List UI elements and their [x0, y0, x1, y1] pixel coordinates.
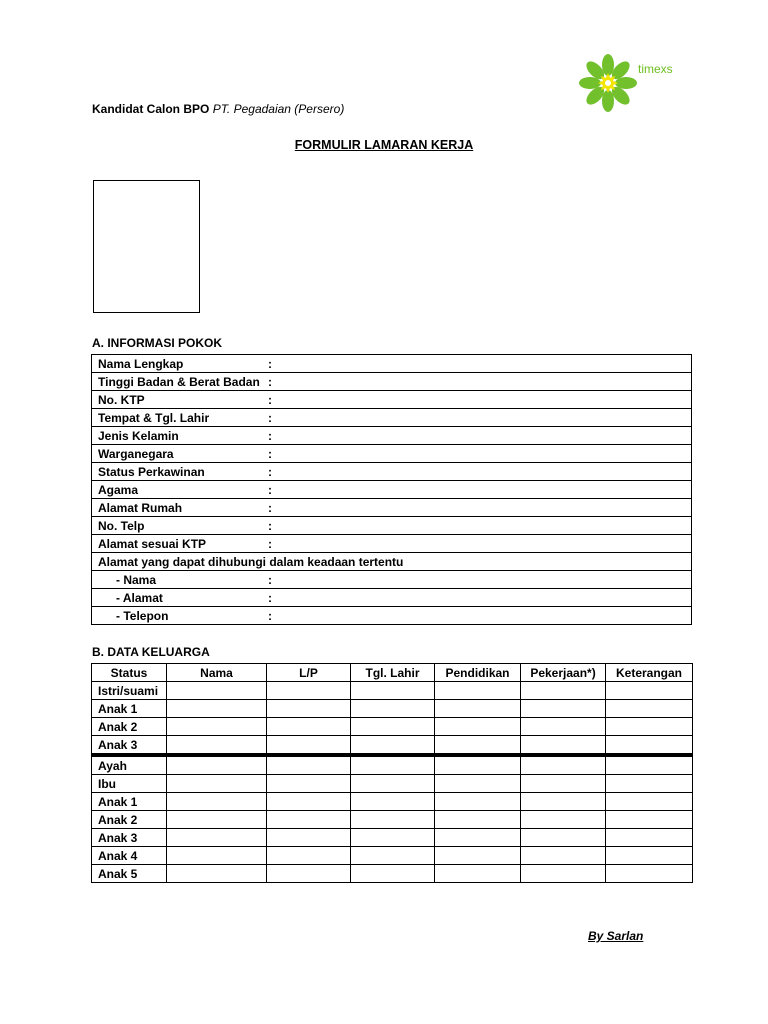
- info-label: Alamat sesuai KTP: [98, 536, 207, 551]
- family-row: [92, 700, 693, 718]
- info-field[interactable]: [92, 355, 692, 373]
- info-label: Alamat Rumah: [98, 500, 183, 515]
- info-row: [92, 481, 692, 499]
- section-b-heading: B. DATA KELUARGA: [92, 645, 210, 659]
- flower-logo-icon: [578, 48, 638, 118]
- info-label: No. Telp: [98, 518, 145, 533]
- info-colon: :: [268, 590, 272, 605]
- family-cell[interactable]: [167, 682, 267, 700]
- family-status: Anak 1: [92, 700, 167, 718]
- family-cell[interactable]: [267, 811, 351, 829]
- column-header: Pendidikan: [435, 664, 521, 682]
- family-cell[interactable]: [267, 793, 351, 811]
- info-colon: :: [268, 608, 272, 623]
- family-row: [92, 718, 693, 736]
- family-status: Ibu: [92, 775, 167, 793]
- family-cell[interactable]: [521, 755, 606, 775]
- info-label: Warganegara: [98, 446, 174, 461]
- info-row: [92, 589, 692, 607]
- family-cell[interactable]: [521, 700, 606, 718]
- logo-text: timexs: [638, 62, 673, 76]
- family-cell[interactable]: [351, 829, 435, 847]
- family-cell[interactable]: [267, 718, 351, 736]
- form-title-wrap: [0, 138, 768, 152]
- family-cell[interactable]: [435, 736, 521, 756]
- family-cell[interactable]: [351, 718, 435, 736]
- family-status: Anak 5: [92, 865, 167, 883]
- section-a-heading: A. INFORMASI POKOK: [92, 336, 223, 350]
- family-cell[interactable]: [606, 793, 693, 811]
- info-row: [92, 517, 692, 535]
- info-field[interactable]: [92, 517, 692, 535]
- info-row: [92, 373, 692, 391]
- family-row: [92, 847, 693, 865]
- family-status: Anak 1: [92, 793, 167, 811]
- family-cell[interactable]: [267, 736, 351, 756]
- family-cell[interactable]: [435, 793, 521, 811]
- candidate-company: PT. Pegadaian (Persero): [212, 102, 345, 116]
- family-status: Anak 3: [92, 829, 167, 847]
- family-row: [92, 811, 693, 829]
- family-cell[interactable]: [351, 755, 435, 775]
- family-cell[interactable]: [267, 682, 351, 700]
- family-status: Ayah: [92, 755, 167, 775]
- family-cell[interactable]: [167, 793, 267, 811]
- family-cell[interactable]: [167, 865, 267, 883]
- family-cell[interactable]: [521, 775, 606, 793]
- info-label: Agama: [98, 482, 139, 497]
- info-colon: :: [268, 446, 272, 461]
- info-field[interactable]: [92, 499, 692, 517]
- family-cell[interactable]: [435, 755, 521, 775]
- info-field[interactable]: [92, 535, 692, 553]
- basic-info-table: [91, 354, 692, 625]
- info-field[interactable]: [92, 373, 692, 391]
- info-row: [92, 607, 692, 625]
- form-title: FORMULIR LAMARAN KERJA: [294, 138, 474, 152]
- family-cell[interactable]: [267, 775, 351, 793]
- family-cell[interactable]: [606, 718, 693, 736]
- info-label: - Telepon: [116, 608, 169, 623]
- family-table-header: [92, 664, 693, 682]
- family-cell[interactable]: [351, 682, 435, 700]
- info-row: [92, 553, 692, 571]
- info-colon: :: [268, 500, 272, 515]
- info-row: [92, 355, 692, 373]
- column-header: L/P: [267, 664, 351, 682]
- column-header: Tgl. Lahir: [351, 664, 435, 682]
- info-colon: :: [268, 572, 272, 587]
- family-status: Anak 3: [92, 736, 167, 756]
- info-colon: :: [268, 428, 272, 443]
- family-cell[interactable]: [167, 700, 267, 718]
- family-cell[interactable]: [435, 682, 521, 700]
- family-cell[interactable]: [521, 811, 606, 829]
- family-cell[interactable]: [167, 829, 267, 847]
- author-signature: By Sarlan: [588, 929, 644, 943]
- family-cell[interactable]: [606, 700, 693, 718]
- family-status: Anak 2: [92, 718, 167, 736]
- family-cell[interactable]: [606, 847, 693, 865]
- family-cell[interactable]: [435, 811, 521, 829]
- info-field[interactable]: [92, 463, 692, 481]
- family-cell[interactable]: [606, 865, 693, 883]
- family-row: [92, 755, 693, 775]
- column-header: Keterangan: [606, 664, 693, 682]
- family-cell[interactable]: [167, 775, 267, 793]
- family-cell[interactable]: [267, 755, 351, 775]
- family-status: Anak 2: [92, 811, 167, 829]
- info-colon: :: [268, 518, 272, 533]
- family-cell[interactable]: [351, 811, 435, 829]
- column-header: Nama: [167, 664, 267, 682]
- family-row: [92, 775, 693, 793]
- family-cell[interactable]: [267, 847, 351, 865]
- family-row: [92, 736, 693, 756]
- family-cell[interactable]: [521, 847, 606, 865]
- family-cell[interactable]: [167, 736, 267, 756]
- column-header: Status: [92, 664, 167, 682]
- family-cell[interactable]: [351, 793, 435, 811]
- family-cell[interactable]: [167, 811, 267, 829]
- family-cell[interactable]: [351, 847, 435, 865]
- family-cell[interactable]: [167, 718, 267, 736]
- family-cell[interactable]: [351, 775, 435, 793]
- family-cell[interactable]: [167, 847, 267, 865]
- info-colon: :: [268, 356, 272, 371]
- info-label: Status Perkawinan: [98, 464, 205, 479]
- family-cell[interactable]: [606, 755, 693, 775]
- family-cell[interactable]: [435, 718, 521, 736]
- info-label: Nama Lengkap: [98, 356, 184, 371]
- family-cell[interactable]: [521, 718, 606, 736]
- info-field[interactable]: [92, 391, 692, 409]
- info-colon: :: [268, 374, 272, 389]
- family-cell[interactable]: [351, 736, 435, 756]
- info-label: No. KTP: [98, 392, 145, 407]
- info-colon: :: [268, 410, 272, 425]
- family-cell[interactable]: [521, 829, 606, 847]
- family-cell[interactable]: [267, 700, 351, 718]
- info-field[interactable]: [92, 607, 692, 625]
- family-cell[interactable]: [167, 755, 267, 775]
- family-cell[interactable]: [606, 736, 693, 756]
- info-field[interactable]: [92, 571, 692, 589]
- info-colon: :: [268, 536, 272, 551]
- family-cell[interactable]: [435, 700, 521, 718]
- info-field[interactable]: [92, 445, 692, 463]
- family-cell[interactable]: [435, 775, 521, 793]
- candidate-line: [92, 102, 344, 116]
- candidate-prefix: Kandidat Calon BPO: [92, 102, 210, 116]
- info-field[interactable]: [92, 589, 692, 607]
- info-row: [92, 391, 692, 409]
- info-colon: :: [268, 464, 272, 479]
- family-cell[interactable]: [435, 847, 521, 865]
- family-cell[interactable]: [606, 775, 693, 793]
- info-label: Tempat & Tgl. Lahir: [98, 410, 210, 425]
- info-label: Jenis Kelamin: [98, 428, 179, 443]
- info-field[interactable]: [92, 481, 692, 499]
- family-row: [92, 865, 693, 883]
- info-row: [92, 463, 692, 481]
- family-cell[interactable]: [267, 865, 351, 883]
- family-cell[interactable]: [521, 682, 606, 700]
- info-field[interactable]: [92, 409, 692, 427]
- family-cell[interactable]: [521, 865, 606, 883]
- family-row: [92, 793, 693, 811]
- info-label: Tinggi Badan & Berat Badan: [98, 374, 260, 389]
- emergency-contact-label: Alamat yang dapat dihubungi dalam keadaan tertentu: [92, 553, 692, 571]
- timexs-logo: [578, 48, 688, 118]
- family-cell[interactable]: [606, 811, 693, 829]
- family-status: Anak 4: [92, 847, 167, 865]
- info-colon: :: [268, 482, 272, 497]
- info-row: [92, 409, 692, 427]
- info-field[interactable]: [92, 427, 692, 445]
- column-header: Pekerjaan*): [521, 664, 606, 682]
- family-cell[interactable]: [521, 736, 606, 756]
- info-row: [92, 535, 692, 553]
- family-cell[interactable]: [606, 829, 693, 847]
- info-colon: :: [268, 392, 272, 407]
- family-cell[interactable]: [267, 829, 351, 847]
- family-cell[interactable]: [351, 865, 435, 883]
- info-row: [92, 499, 692, 517]
- family-row: [92, 682, 693, 700]
- info-label: - Nama: [116, 572, 157, 587]
- info-row: [92, 571, 692, 589]
- family-cell[interactable]: [606, 682, 693, 700]
- family-cell[interactable]: [435, 865, 521, 883]
- family-data-table: [91, 663, 693, 883]
- family-cell[interactable]: [351, 700, 435, 718]
- family-status: Istri/suami: [92, 682, 167, 700]
- info-row: [92, 445, 692, 463]
- info-label: - Alamat: [116, 590, 163, 605]
- info-row: [92, 427, 692, 445]
- photo-box[interactable]: [93, 180, 200, 313]
- family-cell[interactable]: [521, 793, 606, 811]
- family-cell[interactable]: [435, 829, 521, 847]
- family-row: [92, 829, 693, 847]
